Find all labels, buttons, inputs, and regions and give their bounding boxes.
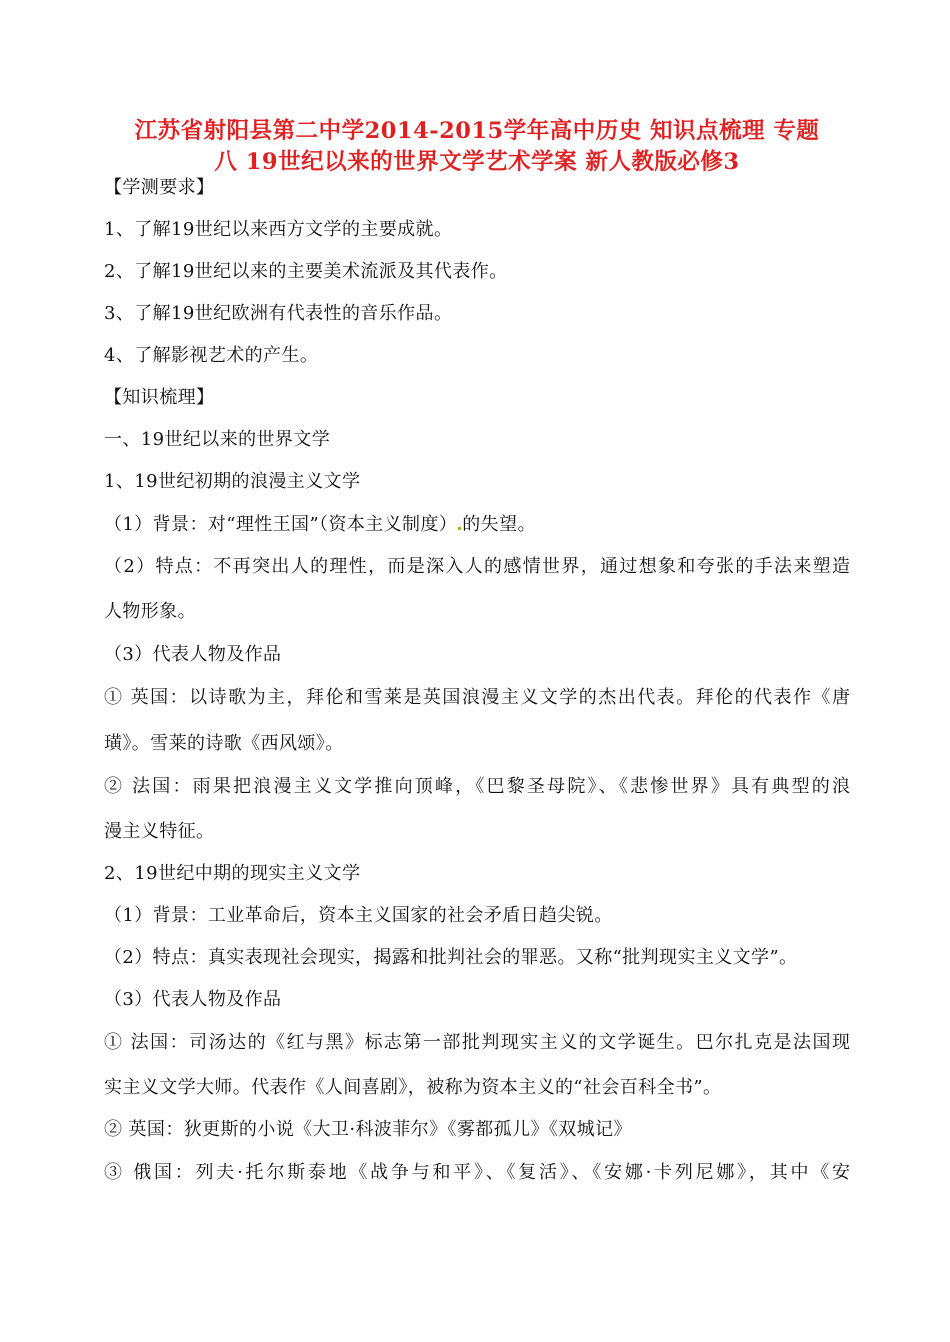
realism-background: （1）背景：工业革命后，资本主义国家的社会矛盾日趋尖锐。: [104, 905, 613, 926]
romanticism-background: [104, 513, 850, 537]
requirement-item-4: 4、了解影视艺术的产生。: [104, 345, 319, 366]
part-heading-world-literature: 一、19世纪以来的世界文学: [104, 429, 331, 450]
document-title: [104, 116, 850, 178]
realism-russia: ③ 俄国：列夫·托尔斯泰地《战争与和平》、《复活》、《安娜·卡列尼娜》，其中《安: [104, 1162, 850, 1183]
highlight-mark: [458, 527, 461, 530]
realism-england: ② 英国：狄更斯的小说《大卫·科波菲尔》《雾都孤儿》《双城记》: [104, 1119, 632, 1140]
romanticism-features-line-1: （2）特点：不再突出人的理性，而是深入人的感情世界，通过想象和夸张的手法来塑造: [104, 556, 850, 577]
romanticism-background-text-b: 的失望。: [462, 514, 536, 535]
romanticism-england-line-2: 璜》。雪莱的诗歌《西风颂》。: [104, 733, 344, 754]
romanticism-features-line-2: 人物形象。: [104, 601, 196, 622]
title-line-1: 江苏省射阳县第二中学2014-2015学年高中历史 知识点梳理 专题: [134, 118, 820, 144]
title-line-2: 八 19世纪以来的世界文学艺术学案 新人教版必修3: [214, 149, 740, 175]
romanticism-france-line-2: 漫主义特征。: [104, 821, 215, 842]
subheading-romanticism: 1、19世纪初期的浪漫主义文学: [104, 471, 361, 492]
realism-france-line-2: 实主义文学大师。代表作《人间喜剧》，被称为资本主义的“社会百科全书”。: [104, 1077, 722, 1098]
subheading-realism: 2、19世纪中期的现实主义文学: [104, 863, 361, 884]
requirement-item-3: 3、了解19世纪欧洲有代表性的音乐作品。: [104, 303, 453, 324]
romanticism-background-text-a: （1）背景：对“理性王国”（资本主义制度）: [104, 514, 458, 535]
section-heading-knowledge: 【知识梳理】: [104, 387, 215, 408]
romanticism-france-line-1: ② 法国：雨果把浪漫主义文学推向顶峰，《巴黎圣母院》、《悲惨世界》具有典型的浪: [104, 776, 850, 797]
romanticism-england-line-1: ① 英国：以诗歌为主，拜伦和雪莱是英国浪漫主义文学的杰出代表。拜伦的代表作《唐: [104, 687, 850, 708]
requirement-item-2: 2、了解19世纪以来的主要美术流派及其代表作。: [104, 261, 508, 282]
realism-representatives: （3）代表人物及作品: [104, 989, 282, 1010]
realism-france-line-1: ① 法国：司汤达的《红与黑》标志第一部批判现实主义的文学诞生。巴尔扎克是法国现: [104, 1032, 850, 1053]
romanticism-representatives: （3）代表人物及作品: [104, 644, 282, 665]
requirement-item-1: 1、了解19世纪以来西方文学的主要成就。: [104, 219, 453, 240]
section-heading-requirements: 【学测要求】: [104, 177, 215, 198]
realism-features: （2）特点：真实表现社会现实，揭露和批判社会的罪恶。又称“批判现实主义文学”。: [104, 947, 798, 968]
